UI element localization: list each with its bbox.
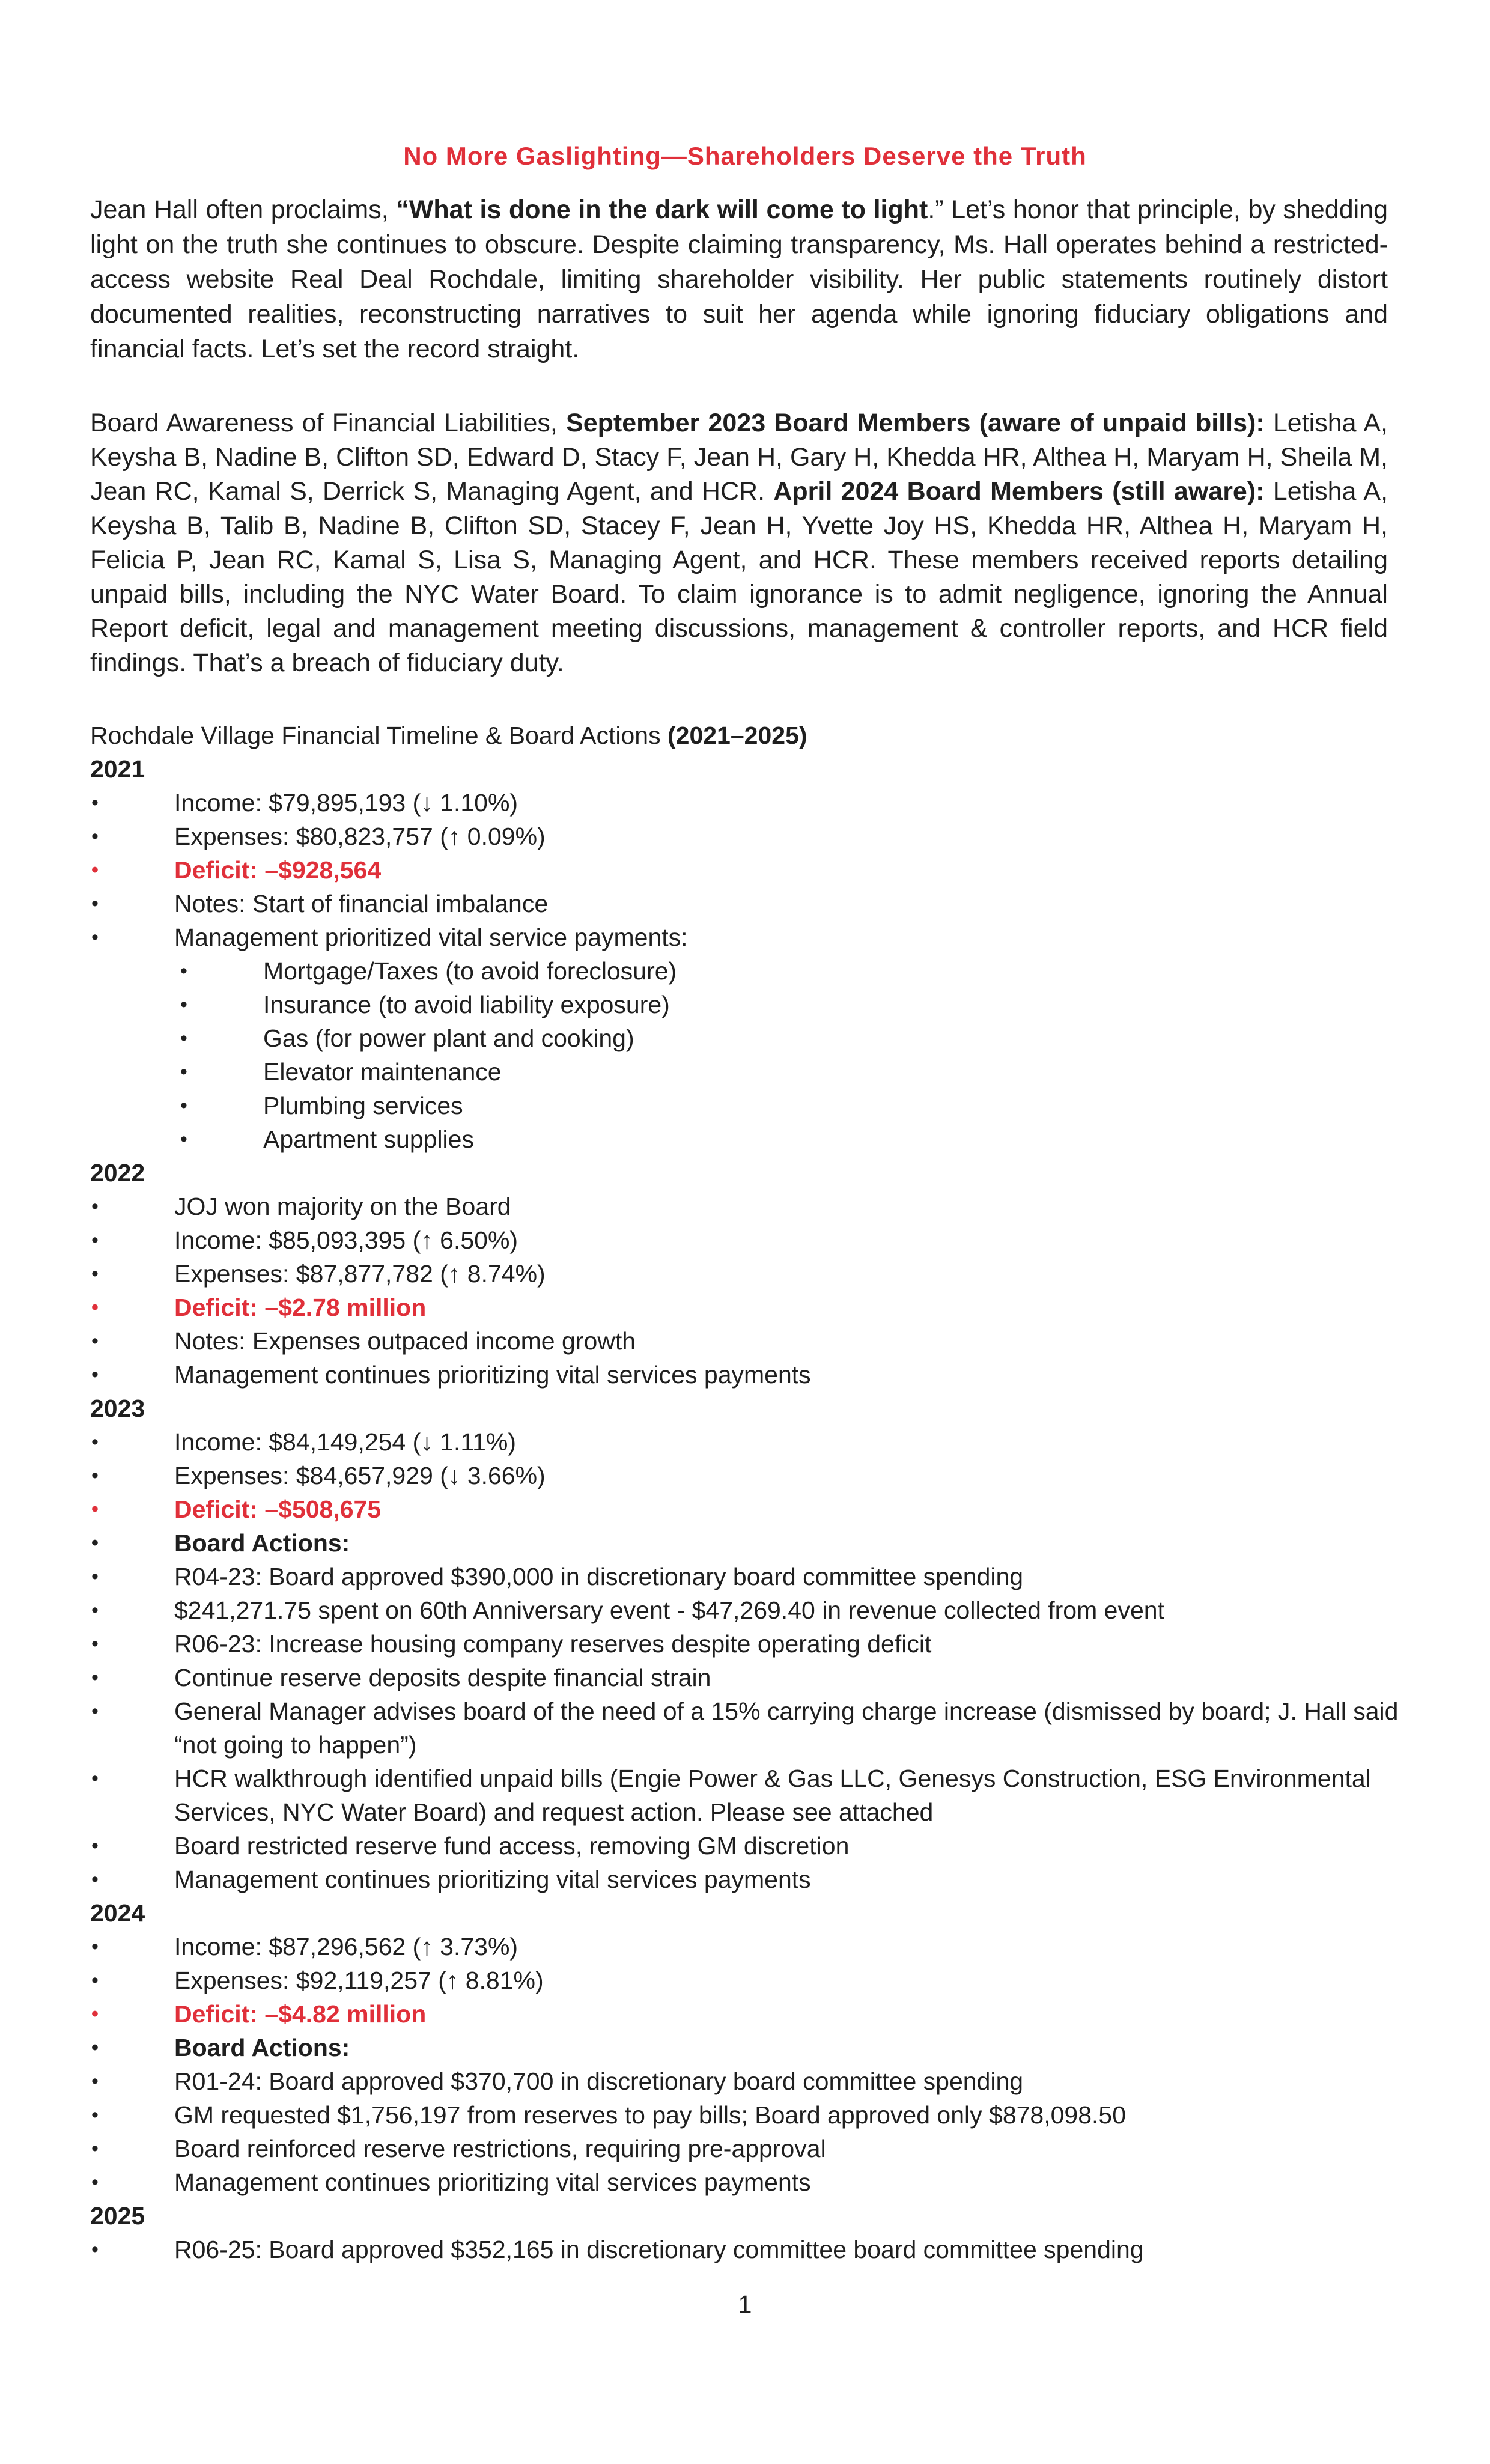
deficit-item: • Deficit: –$4.82 million (90, 1997, 1400, 2031)
sub-list-item: • Plumbing services (90, 1089, 1400, 1122)
list-item: • JOJ won majority on the Board (90, 1190, 1400, 1223)
list-item: • R06-25: Board approved $352,165 in discretionary committee board committee spending (90, 2233, 1400, 2266)
intro-paragraph (90, 192, 1388, 367)
list-item: • Management continues prioritizing vital services payments (90, 1863, 1400, 1896)
list-item: • Notes: Start of financial imbalance (90, 887, 1400, 920)
page-number: 1 (738, 2290, 752, 2318)
awareness-lead: Board Awareness of Financial Liabilities, (90, 409, 567, 437)
sub-list-item: • Apartment supplies (90, 1122, 1400, 1156)
year-2025-heading: 2025 (90, 2202, 145, 2230)
list-item: • Management prioritized vital service payments: (90, 920, 1400, 954)
year-2022-list (90, 1190, 1400, 1392)
year-2021-list (90, 786, 1400, 1156)
intro-part1: Jean Hall often proclaims, (90, 195, 397, 224)
list-item: • $241,271.75 spent on 60th Anniversary event - $47,269.40 in revenue collected from event (90, 1593, 1400, 1627)
board-actions-label: • Board Actions: (90, 2031, 1400, 2064)
sept-2023-members: Letisha A, Keysha B, Nadine B, Clifton SD, Edward D, Stacy F, Jean H, Gary H, Khedda HR, Althea H, Maryam H, Sheila M, Jean RC, Kamal S, Derrick S, Managing Agent, and HCR. (90, 409, 1388, 506)
board-actions-label: • Board Actions: (90, 1526, 1400, 1560)
list-item: • Management continues prioritizing vital services payments (90, 2165, 1400, 2199)
list-item: • Management continues prioritizing vital services payments (90, 1358, 1400, 1392)
timeline-heading-plain: Rochdale Village Financial Timeline & Board Actions (90, 722, 667, 749)
year-2022-heading: 2022 (90, 1159, 145, 1187)
year-2024-list (90, 1930, 1400, 2199)
year-2024-heading: 2024 (90, 1899, 145, 1927)
timeline-heading (90, 719, 807, 752)
intro-part2: .” Let’s honor that principle, by shedding light on the truth she continues to obscure. Despite claiming transparency, Ms. Hall operates behind a restricted-access website Real Deal Rochdale, limiting shareholder visibility. Her public statements routinely distort documented realities, reconstructing narratives to suit her agenda while ignoring fiduciary obligations and financial facts. Let’s set the record straight. (90, 195, 1388, 364)
board-awareness-paragraph (90, 406, 1388, 680)
list-item: • Income: $84,149,254 (↓ 1.11%) (90, 1425, 1400, 1459)
timeline-heading-years: (2021–2025) (667, 722, 807, 749)
year-2025-list (90, 2233, 1400, 2266)
sub-list-item: • Insurance (to avoid liability exposure) (90, 988, 1400, 1021)
sub-list-item: • Elevator maintenance (90, 1055, 1400, 1089)
sub-list-item: • Gas (for power plant and cooking) (90, 1021, 1400, 1055)
sept-2023-label: September 2023 Board Members (aware of unpaid bills): (566, 409, 1265, 437)
intro-quote: “What is done in the dark will come to light (396, 195, 928, 224)
deficit-item: • Deficit: –$2.78 million (90, 1291, 1400, 1324)
list-item: • HCR walkthrough identified unpaid bills (Engie Power & Gas LLC, Genesys Construction, ESG Environmental Services, NYC Water Board) and request action. Please see attached (90, 1762, 1400, 1829)
year-2023-list (90, 1425, 1400, 1896)
deficit-item: • Deficit: –$508,675 (90, 1492, 1400, 1526)
list-item: • R06-23: Increase housing company reserves despite operating deficit (90, 1627, 1400, 1661)
list-item: • Expenses: $84,657,929 (↓ 3.66%) (90, 1459, 1400, 1492)
april-2024-label: April 2024 Board Members (still aware): (773, 477, 1265, 506)
list-item: • R04-23: Board approved $390,000 in discretionary board committee spending (90, 1560, 1400, 1593)
list-item: • Expenses: $87,877,782 (↑ 8.74%) (90, 1257, 1400, 1291)
list-item: • Expenses: $92,119,257 (↑ 8.81%) (90, 1964, 1400, 1997)
list-item: • Board restricted reserve fund access, removing GM discretion (90, 1829, 1400, 1863)
sub-list-item: • Mortgage/Taxes (to avoid foreclosure) (90, 954, 1400, 988)
list-item: • Board reinforced reserve restrictions, requiring pre-approval (90, 2132, 1400, 2165)
list-item: • Continue reserve deposits despite financial strain (90, 1661, 1400, 1694)
deficit-item: • Deficit: –$928,564 (90, 853, 1400, 887)
april-2024-members: Letisha A, Keysha B, Talib B, Nadine B, Clifton SD, Stacey F, Jean H, Yvette Joy HS, Khedda HR, Althea H, Maryam H, Felicia P, Jean RC, Kamal S, Lisa S, Managing Agent, and HCR. These members received reports detailing unpaid bills, including the NYC Water Board. To claim ignorance is to admit negligence, ignoring the Annual Report deficit, legal and management meeting discussions, management & controller reports, and HCR field findings. That’s a breach of fiduciary duty. (90, 477, 1388, 677)
list-item: • Expenses: $80,823,757 (↑ 0.09%) (90, 820, 1400, 853)
year-2023-heading: 2023 (90, 1395, 145, 1422)
year-2021-heading: 2021 (90, 755, 145, 783)
document-title: No More Gaslighting—Shareholders Deserve the Truth (403, 142, 1087, 170)
list-item: • Income: $87,296,562 (↑ 3.73%) (90, 1930, 1400, 1964)
list-item: • Income: $79,895,193 (↓ 1.10%) (90, 786, 1400, 820)
list-item: • GM requested $1,756,197 from reserves to pay bills; Board approved only $878,098.50 (90, 2098, 1400, 2132)
list-item: • General Manager advises board of the need of a 15% carrying charge increase (dismissed by board; J. Hall said “not going to happen”) (90, 1694, 1400, 1762)
list-item: • Notes: Expenses outpaced income growth (90, 1324, 1400, 1358)
list-item: • R01-24: Board approved $370,700 in discretionary board committee spending (90, 2064, 1400, 2098)
list-item: • Income: $85,093,395 (↑ 6.50%) (90, 1223, 1400, 1257)
